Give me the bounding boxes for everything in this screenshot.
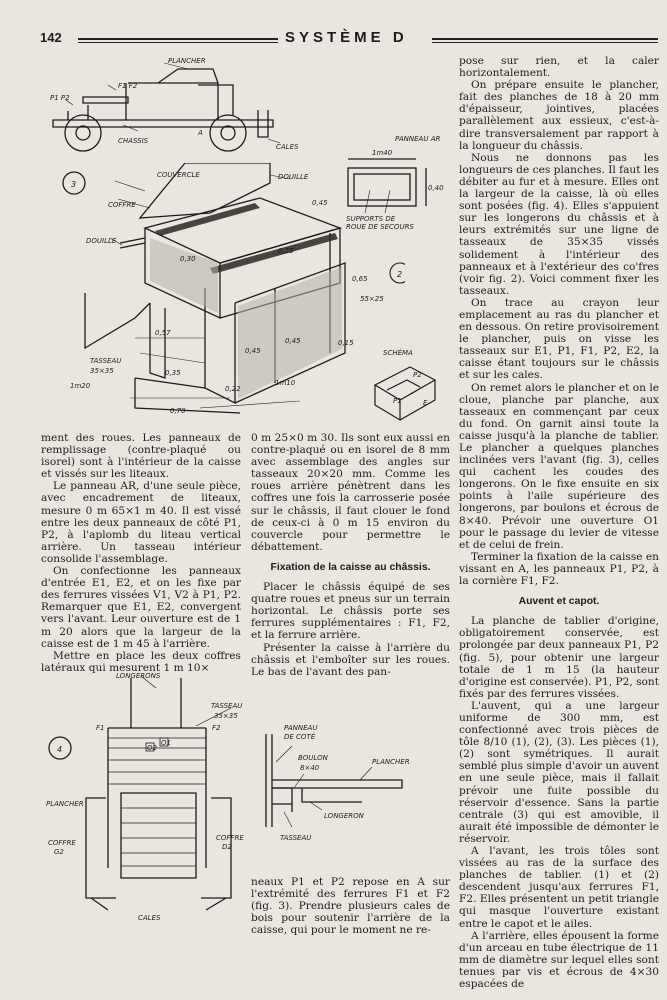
fig4-label-cales: CALES — [138, 914, 161, 922]
fig4-number: 4 — [57, 745, 63, 754]
fig1-label-a: A — [198, 129, 203, 137]
fig1-label-f1f2: F1 F2 — [118, 82, 138, 90]
section-heading-fixation: Fixation de la caisse au châssis. — [270, 561, 431, 573]
right-paragraph-6: Terminer la fixation de la caisse en vissant en A, les panneaux P1, P2, à la cornière F1, F2. — [459, 550, 659, 588]
right-paragraph-7: La planche de tablier d'origine, obligatoirement conservée, est prolongée par deux panneaux P1, P2 (fig. 5), pour obtenir une largeur totale de 1 m 15 (la hauteur d'origine est conservée). P1, P2, sont fixés par des ferrures vissées. — [459, 615, 659, 700]
figure-schema — [365, 345, 445, 425]
right-paragraph-10: A l'arrière, elles épousent la forme d'un arceau en tube électrique de 11 mm de diamètre sur lequel elles sont tenues par vis et écrous de 4×30 espacées de — [459, 929, 659, 991]
fig4-label-o1: O1 — [161, 739, 171, 747]
fig4-label-f2: F2 — [212, 724, 221, 732]
right-paragraph-8: L'auvent, qui a une largeur uniforme de 300 mm, est confectionné avec trois pièces de tôle 8/10 (1), (2), (3). Les pièces (1), (2) sont symétriques. Il aurait semblé plus simple d'avoir un auvent en une seule pièce, mais il fallait prévoir une fuite possible du réservoir d'essence. Sans la partie centrale (3) qui est amovible, il aurait été impossible de démonter le réservoir. — [459, 699, 659, 845]
header-rule-right — [432, 38, 658, 43]
schema-label: SCHÉMA — [383, 349, 413, 357]
fig4-label-tasseau: TASSEAU — [211, 702, 243, 710]
figure-2-rear-panel — [340, 135, 450, 235]
figure-5-section-detail — [262, 722, 452, 862]
fig4-label-coffre-g: COFFRE — [48, 839, 76, 847]
fig5-label-boulon: BOULON — [298, 754, 328, 762]
fig3-dim-057: 0,57 — [155, 329, 171, 337]
fig5-label-panneau: PANNEAU — [284, 724, 318, 732]
figure-4-top-view — [46, 668, 256, 928]
middle-column-text — [251, 432, 450, 678]
fig4-label-coffre-g2: G2 — [54, 848, 64, 856]
fig3-label-couvercle: COUVERCLE — [157, 171, 200, 179]
fig4-label-tasseau-dim: 35×35 — [214, 712, 238, 720]
schema-label-p2: P2 — [413, 371, 422, 379]
fig3-label-tasseau-dim: 35×35 — [90, 367, 114, 375]
fig3-number: 3 — [71, 180, 77, 189]
fig5-label-longeron: LONGERON — [324, 812, 364, 820]
fig3-dim-015: 0,15 — [338, 339, 354, 347]
fig3-dim-022: 0,22 — [225, 385, 241, 393]
fig3-dim-030: 0,30 — [180, 255, 196, 263]
fig4-label-f1: F1 — [96, 724, 105, 732]
right-paragraph-5: On remet alors le plancher et on le cloue, planche par planche, aux tasseaux en commençant par ceux du fond. On garnit ainsi toute la caisse jusqu'à la planche de tablier. Le plancher a quelques planches inclinées vers l'avant (fig. 3), celles qui cachent les coudes des longerons. On le fixe ensuite en six points à l'aile supérieure des longerons, par boulons et écrous de 8×40. Prévoir une ouverture O1 pour le passage du levier de vitesse et de celui de frein. — [459, 381, 660, 551]
fig2-label-supports: SUPPORTS DE — [346, 215, 396, 223]
mid-paragraph-4: neaux P1 et P2 repose en A sur l'extrémité des ferrures F1 et F2 (fig. 3). Prendre plusieurs cales de bois pour soutenir l'arrière de la caisse, qui pour le moment ne re- — [251, 876, 450, 937]
fig2-label-panneau-ar: PANNEAU AR — [395, 135, 441, 143]
fig5-label-boulon-dim: 8×40 — [300, 764, 320, 772]
left-column-text — [41, 432, 241, 674]
left-paragraph-4: Mettre en place les deux coffres latéraux qui mesurent 1 m 10× — [41, 649, 241, 674]
fig4-label-longerons: LONGERONS — [116, 672, 161, 680]
fig3-dim-035: 0,35 — [165, 369, 181, 377]
right-paragraph-3: Nous ne donnons pas les longueurs de ces planches. Il faut les débiter au fur et à mesure. Elles ont la largeur de la caisse, là où elles sont posées (fig. 4). Elles s'appuient sur les longerons du châssis et à leurs extrémités sur une ligne de tasseaux de 35×35 vissés solidement à l'intérieur des panneaux et à l'extérieur des co'fres (voir fig. 2). Voici comment fixer les tasseaux. — [459, 151, 659, 297]
mid-paragraph-2: Placer le châssis équipé de ses quatre roues et pneus sur un terrain horizontal. Le châssis porte ses ferrures supplémentaires : F1, F2, et la ferrure arrière. — [251, 581, 450, 642]
fig3-dim-110: 1m10 — [275, 379, 296, 387]
fig3-dim-55x25: 55×25 — [360, 295, 384, 303]
fig4-label-plancher: PLANCHER — [46, 800, 84, 808]
fig2-dim-040: 0,40 — [428, 184, 444, 192]
fig5-label-de-cote: DE COTÉ — [284, 733, 316, 741]
right-column-text — [459, 55, 659, 990]
left-paragraph-1: ment des roues. Les panneaux de remplissage (contre-plaqué ou isorel) sont à l'intérieur de la caisse et vissés sur les liteaux. — [41, 432, 241, 481]
fig2-dim-140: 1m40 — [372, 149, 393, 157]
fig3-dim-065: 0,65 — [352, 275, 368, 283]
schema-label-p1: P1 — [393, 397, 402, 405]
left-paragraph-3: On confectionne les panneaux d'entrée E1, E2, et on les fixe par des ferrures vissées V1, V2 à P1, P2. Remarquer que E1, E2, convergent vers l'avant. Leur ouverture est de 1 m 20 alors que la largeur de la caisse est de 1 m 45 à l'arrière. — [41, 565, 241, 650]
page-header — [40, 30, 660, 48]
fig3-dim-045c: 0,45 — [285, 337, 301, 345]
right-paragraph-9: A l'avant, les trois tôles sont vissées au ras de la surface des planches de tablier. (1) et (2) descendent jusqu'aux ferrures F1, F2. Elles présentent un petit triangle qui masque l'ouverture existant entre le capot et le ailes. — [459, 845, 659, 930]
fig2-number: 2 — [397, 270, 403, 279]
fig1-label-chassis: CHASSIS — [118, 137, 149, 145]
fig3-label-douille-top: DOUILLE — [278, 173, 309, 181]
fig4-label-coffre-d: COFFRE — [216, 834, 244, 842]
figure-1-side-view — [48, 55, 298, 165]
fig3-label-douille-left: DOUILLE — [86, 237, 117, 245]
header-rule-left — [78, 38, 278, 43]
mid-paragraph-3: Présenter la caisse à l'arrière du châssis et l'emboîter sur les roues. Le bas de l'avant des pan- — [251, 641, 450, 678]
fig3-dim-120: 1m20 — [70, 382, 91, 390]
fig3-label-tasseau: TASSEAU — [90, 357, 122, 365]
fig1-label-cales: CALES — [276, 143, 298, 151]
fig4-label-o2: O2 — [147, 744, 157, 752]
right-paragraph-2: On prépare ensuite le plancher, fait des planches de 18 à 20 mm d'épaisseur, jointives, placées parallèlement aux essieux, c'est-à-dire transversalement par rapport à la longueur du châssis. — [459, 79, 659, 152]
fig5-label-tasseau: TASSEAU — [280, 834, 312, 842]
fig3-dim-070: 0,70 — [170, 407, 186, 415]
journal-title: SYSTÈME D — [285, 29, 408, 46]
fig3-label-coffre: COFFRE — [108, 201, 136, 209]
fig5-label-plancher: PLANCHER — [372, 758, 410, 766]
fig1-label-plancher: PLANCHER — [168, 57, 206, 65]
fig4-label-coffre-d2: D2 — [222, 843, 232, 851]
fig3-dim-045b: 0,45 — [245, 347, 261, 355]
left-paragraph-2: Le panneau AR, d'une seule pièce, avec encadrement de liteaux, mesure 0 m 65×1 m 40. Il est vissé entre les deux panneaux de côté P1, P2, à l'aplomb du liteau vertical arrière. Un tasseau intérieur consolide l'assemblage. — [41, 480, 241, 565]
right-paragraph-4: On trace au crayon leur emplacement au ras du plancher et en dessous. On retire provisoirement le plancher, puis on visse les tasseaux sur E1, P1, F1, P2, E2, la caisse étant toujours sur le châssis et sur les cales. — [459, 296, 659, 382]
fig3-dim-045: 0,45 — [312, 199, 328, 207]
right-paragraph-1: pose sur rien, et la caler horizontalement. — [459, 55, 659, 80]
schema-label-e: E — [423, 399, 428, 407]
mid-paragraph-1: 0 m 25×0 m 30. Ils sont eux aussi en contre-plaqué ou en isorel de 8 mm avec assemblage des angles sur tasseaux 20×20 mm. Comme les roues arrière pénètrent dans les coffres une fois la carrosserie posée sur le châssis, il faut clouer le fond de ceux-ci à 0 m 15 environ du couvercle pour permettre le débattement. — [251, 432, 450, 553]
fig3-dim-025: 0,25 — [278, 247, 294, 255]
fig1-label-p1p2: P1 P2 — [50, 94, 70, 102]
section-heading-auvent: Auvent et capot. — [518, 596, 600, 608]
page-number: 142 — [40, 30, 62, 45]
fig2-label-supports-2: ROUE DE SECOURS — [346, 223, 414, 231]
middle-column-bottom-text — [251, 876, 450, 936]
